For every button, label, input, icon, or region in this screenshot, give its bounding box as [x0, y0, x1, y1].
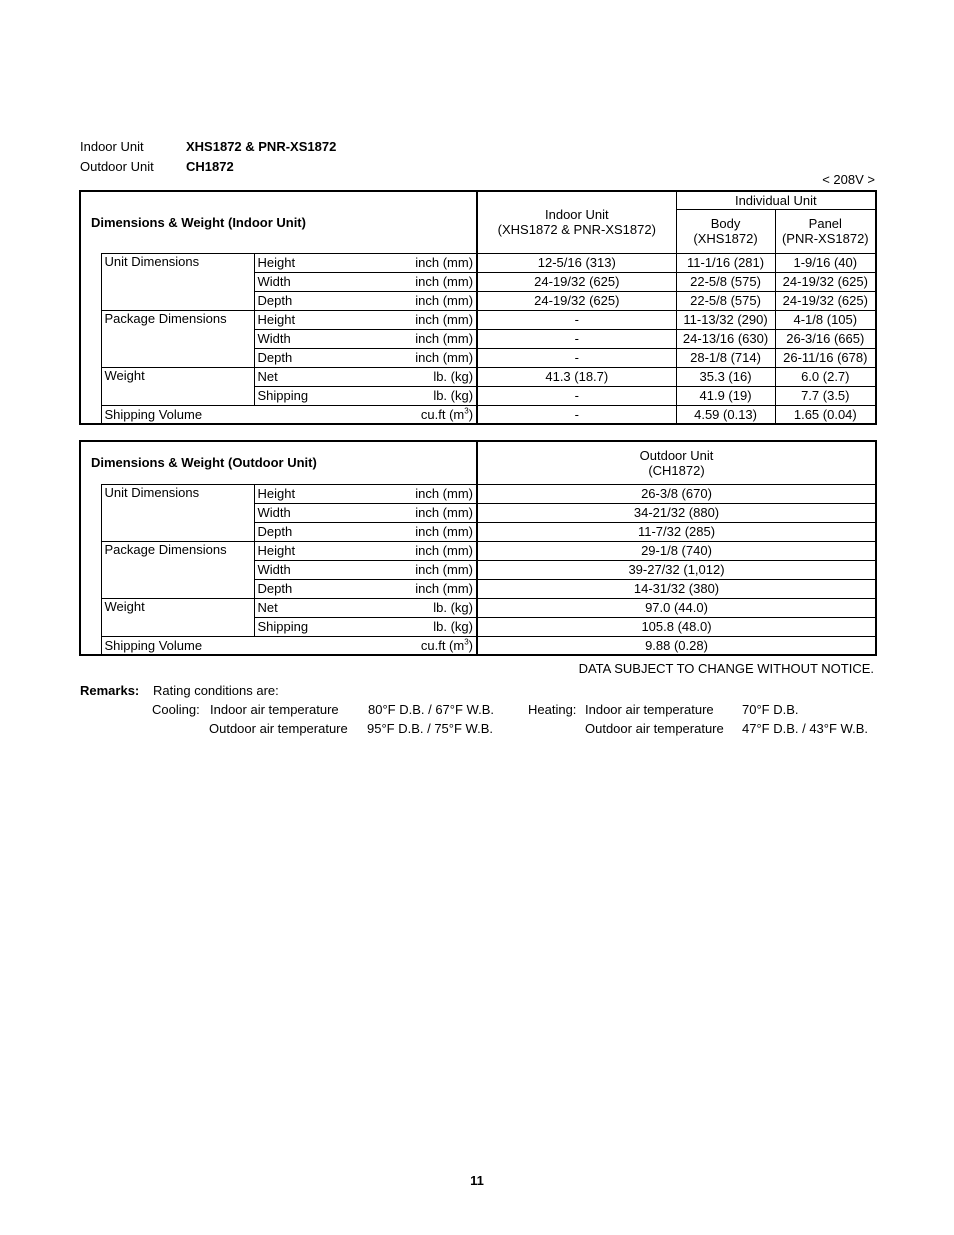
table-row: [80, 636, 876, 655]
row-group-label: Unit Dimensions: [101, 253, 254, 310]
value-cell: 39-27/32 (1,012): [477, 560, 876, 579]
value-cell: 24-19/32 (625): [477, 291, 676, 310]
value-cell: 35.3 (16): [676, 367, 775, 386]
row-item-label: Width: [254, 329, 334, 348]
value-cell: 26-11/16 (678): [775, 348, 876, 367]
row-item-label: Height: [254, 484, 334, 503]
cooling-outdoor-label: Outdoor air temperature: [209, 721, 348, 736]
value-cell: 11-1/16 (281): [676, 253, 775, 272]
shipping-volume-label: Shipping Volume: [101, 405, 334, 424]
row-item-label: Width: [254, 272, 334, 291]
heating-indoor-label: Indoor air temperature: [585, 702, 714, 717]
row-unit-label: inch (mm): [334, 579, 477, 598]
body-column-header: Body (XHS1872): [676, 209, 775, 253]
shipping-volume-unit: [334, 636, 477, 655]
outdoor-unit-column-header: Outdoor Unit (CH1872): [477, 441, 876, 484]
value-cell: 34-21/32 (880): [477, 503, 876, 522]
row-item-label: Height: [254, 253, 334, 272]
row-unit-label: inch (mm): [334, 503, 477, 522]
row-item-label: Shipping: [254, 386, 334, 405]
table-row: [80, 405, 876, 424]
indoor-unit-label: Indoor Unit: [80, 139, 144, 154]
row-item-label: Shipping: [254, 617, 334, 636]
remarks-label: Remarks:: [80, 683, 140, 698]
value-cell: 4.59 (0.13): [676, 405, 775, 424]
unit-superscript: 3: [464, 637, 469, 647]
row-item-label: Width: [254, 560, 334, 579]
row-unit-label: inch (mm): [334, 272, 477, 291]
outdoor-table-title: Dimensions & Weight (Outdoor Unit): [80, 441, 477, 484]
value-cell: 1-9/16 (40): [775, 253, 876, 272]
outdoor-dimensions-table: [79, 440, 877, 656]
value-cell: -: [477, 386, 676, 405]
outdoor-unit-model: CH1872: [186, 159, 234, 174]
value-cell: 14-31/32 (380): [477, 579, 876, 598]
table-row: [80, 253, 876, 272]
row-group-label: Weight: [101, 598, 254, 636]
value-cell: 105.8 (48.0): [477, 617, 876, 636]
cooling-outdoor-value: 95°F D.B. / 75°F W.B.: [367, 721, 493, 736]
cooling-label: Cooling:: [152, 702, 200, 717]
table-row: [80, 541, 876, 560]
cooling-indoor-label: Indoor air temperature: [210, 702, 339, 717]
value-cell: 22-5/8 (575): [676, 291, 775, 310]
value-cell: 4-1/8 (105): [775, 310, 876, 329]
row-item-label: Height: [254, 541, 334, 560]
outdoor-unit-label: Outdoor Unit: [80, 159, 154, 174]
value-cell: 24-19/32 (625): [775, 272, 876, 291]
table-row: [80, 310, 876, 329]
row-unit-label: inch (mm): [334, 522, 477, 541]
page-number: 11: [470, 1173, 484, 1188]
row-unit-label: lb. (kg): [334, 598, 477, 617]
row-group-label: Weight: [101, 367, 254, 405]
row-unit-label: inch (mm): [334, 348, 477, 367]
value-cell: 6.0 (2.7): [775, 367, 876, 386]
indoor-unit-column-header: Indoor Unit (XHS1872 & PNR-XS1872): [477, 191, 676, 253]
value-cell: 7.7 (3.5): [775, 386, 876, 405]
indoor-table-title: Dimensions & Weight (Indoor Unit): [80, 191, 477, 253]
value-cell: 1.65 (0.04): [775, 405, 876, 424]
value-cell: 12-5/16 (313): [477, 253, 676, 272]
row-unit-label: inch (mm): [334, 253, 477, 272]
value-cell: 29-1/8 (740): [477, 541, 876, 560]
row-unit-label: inch (mm): [334, 291, 477, 310]
notice-text: DATA SUBJECT TO CHANGE WITHOUT NOTICE.: [578, 661, 874, 676]
row-item-label: Depth: [254, 348, 334, 367]
row-indent: [80, 253, 101, 424]
unit-text-end: ): [468, 637, 473, 653]
table-row: [80, 367, 876, 386]
voltage-label: < 208V >: [822, 172, 875, 187]
row-item-label: Net: [254, 598, 334, 617]
row-item-label: Depth: [254, 579, 334, 598]
table-row: [80, 484, 876, 503]
row-item-label: Height: [254, 310, 334, 329]
row-unit-label: lb. (kg): [334, 367, 477, 386]
unit-text: cu.ft (m: [420, 406, 465, 422]
shipping-volume-unit: [334, 405, 477, 424]
row-unit-label: inch (mm): [334, 560, 477, 579]
value-cell: 9.88 (0.28): [477, 636, 876, 655]
value-cell: 11-13/32 (290): [676, 310, 775, 329]
row-item-label: Depth: [254, 291, 334, 310]
indoor-dimensions-table: [79, 190, 877, 425]
row-group-label: Package Dimensions: [101, 541, 254, 598]
value-cell: -: [477, 329, 676, 348]
cooling-indoor-value: 80°F D.B. / 67°F W.B.: [368, 702, 494, 717]
value-cell: -: [477, 348, 676, 367]
row-group-label: Unit Dimensions: [101, 484, 254, 541]
row-unit-label: lb. (kg): [334, 617, 477, 636]
row-item-label: Width: [254, 503, 334, 522]
panel-column-header: Panel (PNR-XS1872): [775, 209, 876, 253]
value-cell: 11-7/32 (285): [477, 522, 876, 541]
indoor-unit-model: XHS1872 & PNR-XS1872: [186, 139, 337, 154]
row-unit-label: inch (mm): [334, 310, 477, 329]
value-cell: 28-1/8 (714): [676, 348, 775, 367]
value-cell: 24-19/32 (625): [477, 272, 676, 291]
row-unit-label: inch (mm): [334, 484, 477, 503]
value-cell: 97.0 (44.0): [477, 598, 876, 617]
heating-label: Heating:: [528, 702, 577, 717]
row-unit-label: inch (mm): [334, 329, 477, 348]
remarks-intro: Rating conditions are:: [153, 683, 279, 698]
value-cell: 24-13/16 (630): [676, 329, 775, 348]
row-item-label: Net: [254, 367, 334, 386]
value-cell: 41.3 (18.7): [477, 367, 676, 386]
row-indent: [80, 484, 101, 655]
individual-unit-header: Individual Unit: [676, 191, 876, 209]
row-item-label: Depth: [254, 522, 334, 541]
heating-outdoor-label: Outdoor air temperature: [585, 721, 724, 736]
value-cell: 24-19/32 (625): [775, 291, 876, 310]
heating-indoor-value: 70°F D.B.: [742, 702, 799, 717]
unit-text: cu.ft (m: [420, 637, 465, 653]
row-unit-label: lb. (kg): [334, 386, 477, 405]
row-group-label: Package Dimensions: [101, 310, 254, 367]
value-cell: 22-5/8 (575): [676, 272, 775, 291]
value-cell: 26-3/8 (670): [477, 484, 876, 503]
heating-outdoor-value: 47°F D.B. / 43°F W.B.: [742, 721, 868, 736]
value-cell: 26-3/16 (665): [775, 329, 876, 348]
value-cell: 41.9 (19): [676, 386, 775, 405]
unit-superscript: 3: [464, 406, 469, 416]
row-unit-label: inch (mm): [334, 541, 477, 560]
shipping-volume-label: Shipping Volume: [101, 636, 334, 655]
value-cell: -: [477, 405, 676, 424]
unit-text-end: ): [468, 406, 474, 422]
table-row: [80, 598, 876, 617]
value-cell: -: [477, 310, 676, 329]
